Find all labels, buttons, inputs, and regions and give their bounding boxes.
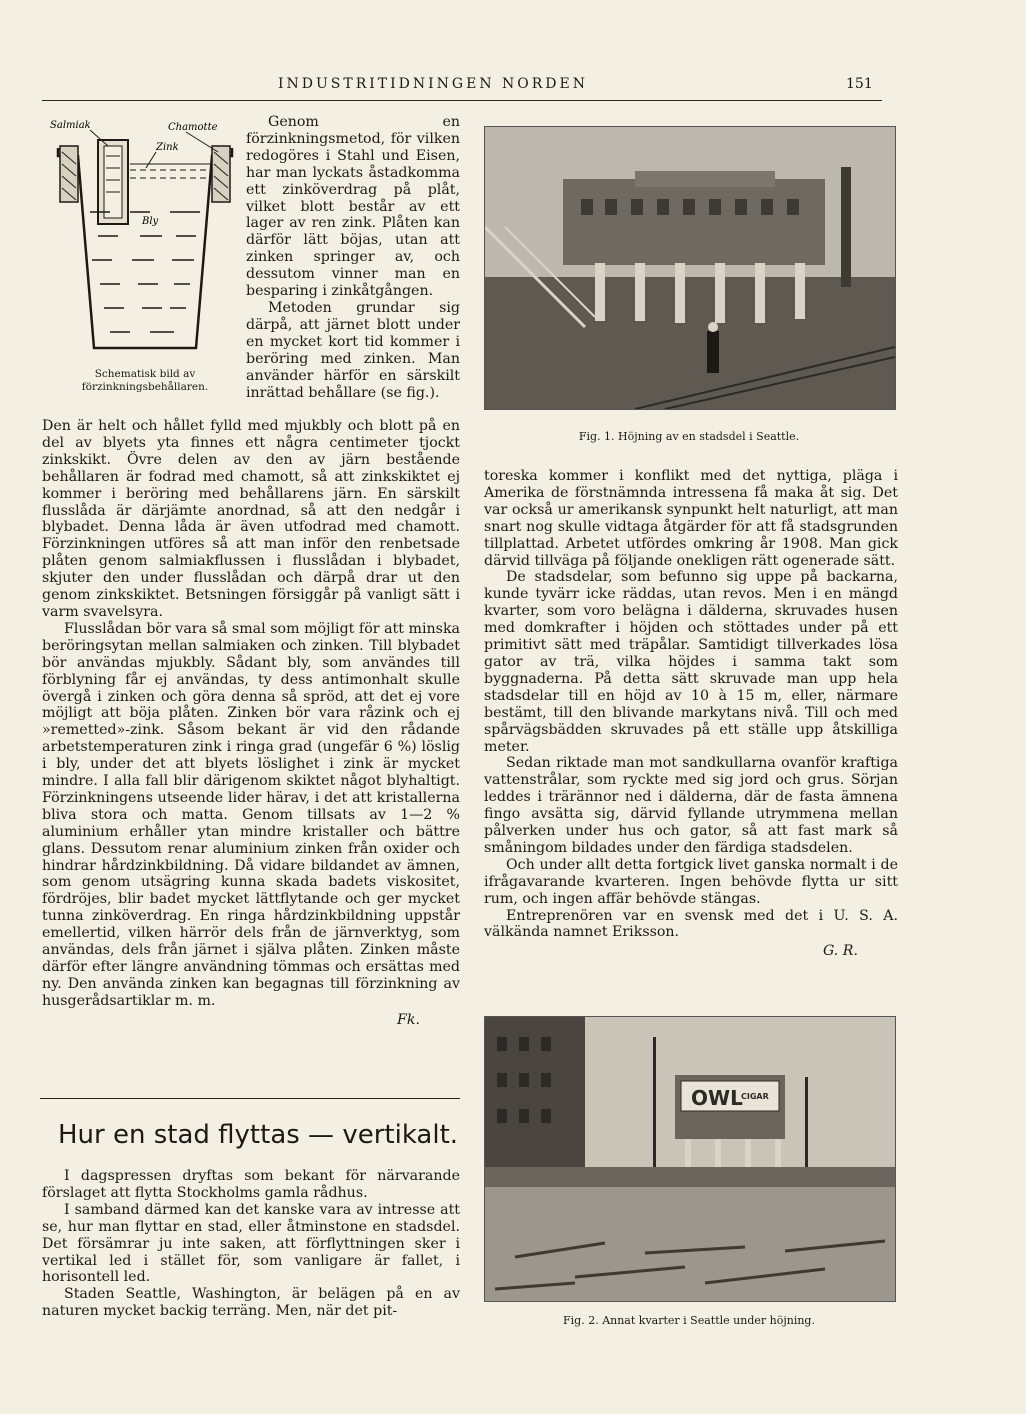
figure-1-caption: Fig. 1. Höjning av en stadsdel i Seattle. <box>578 430 800 443</box>
galvanizing-tank-diagram <box>50 112 240 362</box>
article2-left-column <box>42 1168 460 1320</box>
article1-narrow-column <box>246 114 460 401</box>
label-chamotte: Chamotte <box>168 122 218 133</box>
paragraph: De stadsdelar, som befunno sig uppe på backarna, kunde tyvärr icke räddas, utan revos. Men i en mängd kvarter, som voro belägna i dälderna, skruvades husen med domkrafter i höjden och stöttades under på ett primitivt sätt med träpålar. Samtidigt tillverkades lösa gator av trä, vilka höjdes i samma takt som byggnaderna. På detta sätt skruvade man upp hela stadsdelar till en höjd av 10 à 15 m, eller, närmare bestämt, till den blivande markytans nivå. Till och med spårvägsbädden skruvades på ett ställe upp åtskilliga meter. <box>484 569 898 755</box>
label-salmiak: Salmiak <box>50 120 91 131</box>
paragraph: Metoden grundar sig därpå, att järnet blott under en mycket kort tid kommer i beröring med zinken. Man använder härför en särskilt inrättad behållare (se fig.). <box>246 299 460 401</box>
section-divider <box>40 1098 460 1099</box>
label-bly: Bly <box>142 216 159 227</box>
article1-wide-column <box>42 418 460 1029</box>
signature: Fk. <box>397 1011 420 1028</box>
page-number: 151 <box>846 76 873 92</box>
figure-2-caption: Fig. 2. Annat kvarter i Seattle under höjning. <box>563 1314 815 1327</box>
paragraph: toreska kommer i konflikt med det nyttiga, pläga i Amerika de förstnämnda intressena få maka åt sig. Det var också ur amerikansk synpunkt helt naturligt, att man snart nog skulle vidtaga åtgärder för att få stadsgrunden tillplattad. Arbetet utfördes omkring år 1908. Man gick därvid tillväga på följande onekligen rätt ogenerade sätt. <box>484 468 898 569</box>
running-title: INDUSTRITIDNINGEN NORDEN <box>278 76 588 92</box>
sign-cigar-text: CIGAR <box>741 1092 769 1101</box>
paragraph: I dagspressen dryftas som bekant för närvarande förslaget att flytta Stockholms gamla rådhus. <box>42 1168 460 1201</box>
paragraph: I samband därmed kan det kanske vara av intresse att se, hur man flyttar en stad, eller åtminstone en stadsdel. Det försämrar ju inte saken, att förflyttningen sker i vertikal led i stället för, som vanligare är fallet, i horisontell led. <box>42 1201 460 1286</box>
paragraph: Sedan riktade man mot sandkullarna ovanför kraftiga vattenstrålar, som ryckte med sig jord och grus. Sörjan leddes i trärännor ned i dälderna, där de fasta ämnena fingo avsätta sig, därvid fyllande utrymmena mellan pålverken under hus och gator, så att fast mark så småningom bildades under den färdiga stadsdelen. <box>484 755 898 856</box>
article2-right-column <box>484 468 898 960</box>
figure-1-photo <box>484 126 896 410</box>
article-title: Hur en stad flyttas — vertikalt. <box>58 1120 459 1150</box>
paragraph: Entreprenören var en svensk med det i U. S. A. välkända namnet Eriksson. <box>484 907 898 941</box>
sign-owl-text: OWL <box>691 1086 743 1110</box>
diagram-caption: Schematisk bild av förzinkningsbehållaren. <box>81 368 209 393</box>
paragraph: Flusslådan bör vara så smal som möjligt för att minska beröringsytan mellan salmiaken och zinken. Till blybadet bör användas mjukbly. Sådant bly, som användes till förblyning får ej användas, ty dess antimonhalt skulle övergå i zinken och göra denna så spröd, att det ej vore möjligt att böja plåten. Zinken bör vara råzink och ej »remetted»-zink. Såsom bekant är vid den rådande arbetstemperaturen zink i ringa grad (ungefär 6 %) löslig i bly, under det att blyets löslighet i zink är mycket mindre. I alla fall blir därigenom skiktet något blyhaltigt. Förzinkningens utseende lider härav, i det att kristallerna bliva stora och matta. Genom tillsats av 1—2 % aluminium erhåller ytan mindre kristaller och bättre glans. Dessutom renar aluminium zinken från oxider och hindrar hårdzinkbildning. Då vidare bildandet av ämnen, som genom utsägring kunna skada badets viskositet, fördröjes, blir badet mycket lättflytande och ger mycket tunna zinköverdrag. En ringa hårdzinkbildning uppstår emellertid, vilken härrör dels från de järnverktyg, som användas, dels från järnet i själva plåten. Zinken måste därför efter längre användning tömmas och ersättas med ny. Den använda zinken kan begagnas till förzinkning av husgerådsartiklar m. m. <box>42 620 460 1009</box>
figure-2-photo <box>484 1016 896 1302</box>
label-zink: Zink <box>156 142 179 153</box>
paragraph: Den är helt och hållet fylld med mjukbly och blott på en del av blyets yta finnes ett några centimeter tjockt zinkskikt. Övre delen av den av järn bestående behållaren är fodrad med chamott, så att zinkskiktet ej kommer i beröring med behållarens järn. En särskilt flusslåda är därjämte anordnad, så att den nedgår i blybadet. Denna låda är även utfodrad med chamott. Förzinkningen utföres så att man inför den renbetsade plåten genom salmiakflussen i flusslådan i blybadet, skjuter den under flusslådan och därpå drar ut den genom zinkskiktet. Betsningen försiggår på vanligt sätt i varm svavelsyra. <box>42 418 460 620</box>
signature: G. R. <box>822 943 858 960</box>
paragraph: Och under allt detta fortgick livet ganska normalt i de ifrågavarande kvarteren. Ingen behövde flytta ur sitt rum, och ingen affär behövde stängas. <box>484 856 898 907</box>
paragraph: Staden Seattle, Washington, är belägen på en av naturen mycket backig terräng. Men, när det pit- <box>42 1286 460 1320</box>
paragraph: Genom en förzinkningsmetod, för vilken redogöres i Stahl und Eisen, har man lyckats åstadkomma ett zinköverdrag på plåt, vilket blott består av ett lager av ren zink. Plåten kan därför lätt böjas, utan att zinken springer av, och dessutom vinner man en besparing i zinkåtgången. <box>246 114 460 300</box>
